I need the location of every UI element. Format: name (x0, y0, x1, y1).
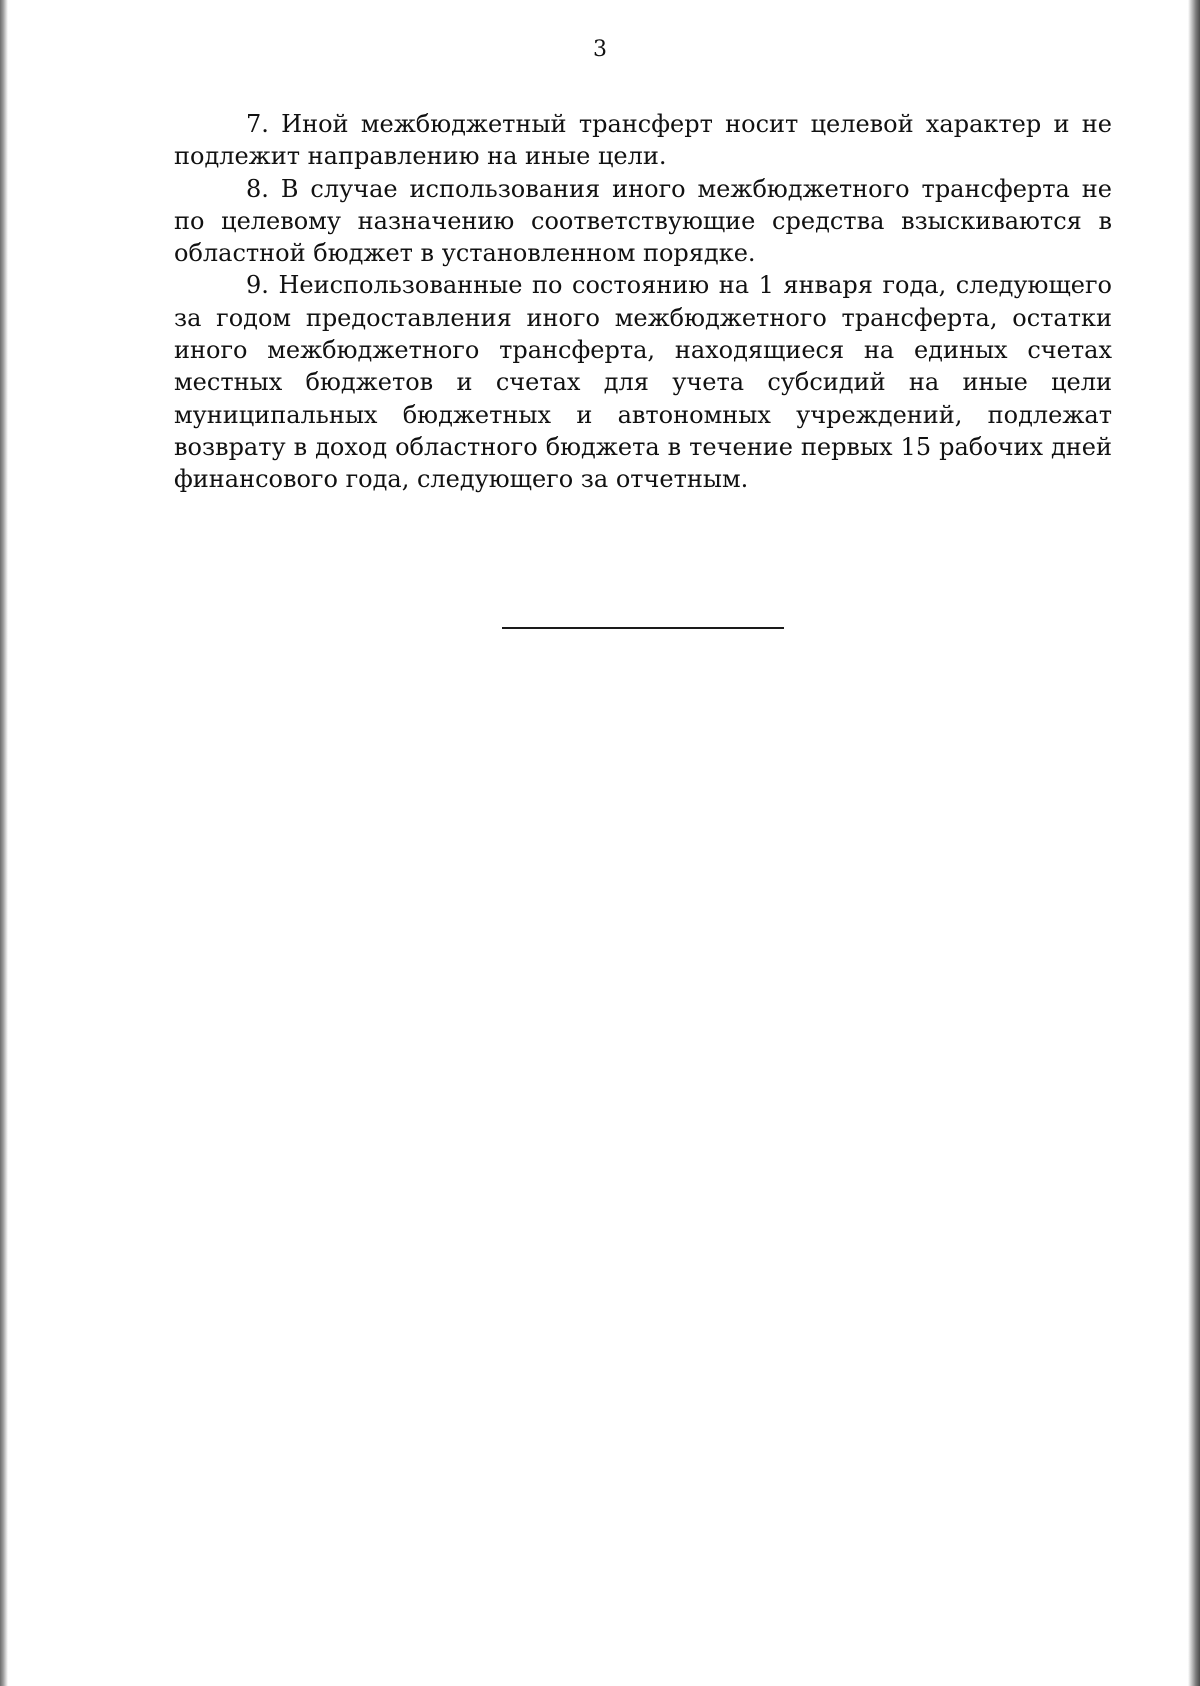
paragraph-8: 8. В случае использования иного межбюджетного трансферта не по целевому назначению соответствующие средства взыскиваются в областной бюджет в установленном порядке. (174, 174, 1112, 268)
paragraph-9: 9. Неиспользованные по состоянию на 1 января года, следующего за годом предоставления иного межбюджетного трансферта, остатки иного межбюджетного трансферта, находящиеся на единых счетах местных бюджетов и счетах для учета субсидий на иные цели муниципальных бюджетных и автономных учреждений, подлежат возврату в доход областного бюджета в течение первых 15 рабочих дней финансового года, следующего за отчетным. (174, 271, 1112, 494)
page-number: 3 (593, 37, 607, 62)
end-separator-line (502, 627, 784, 629)
scan-edge-left (0, 0, 8, 1686)
paragraph-7: 7. Иной межбюджетный трансферт носит целевой характер и не подлежит направлению на иные цели. (174, 110, 1112, 171)
document-body (174, 108, 1112, 496)
scan-edge-right (1188, 0, 1200, 1686)
